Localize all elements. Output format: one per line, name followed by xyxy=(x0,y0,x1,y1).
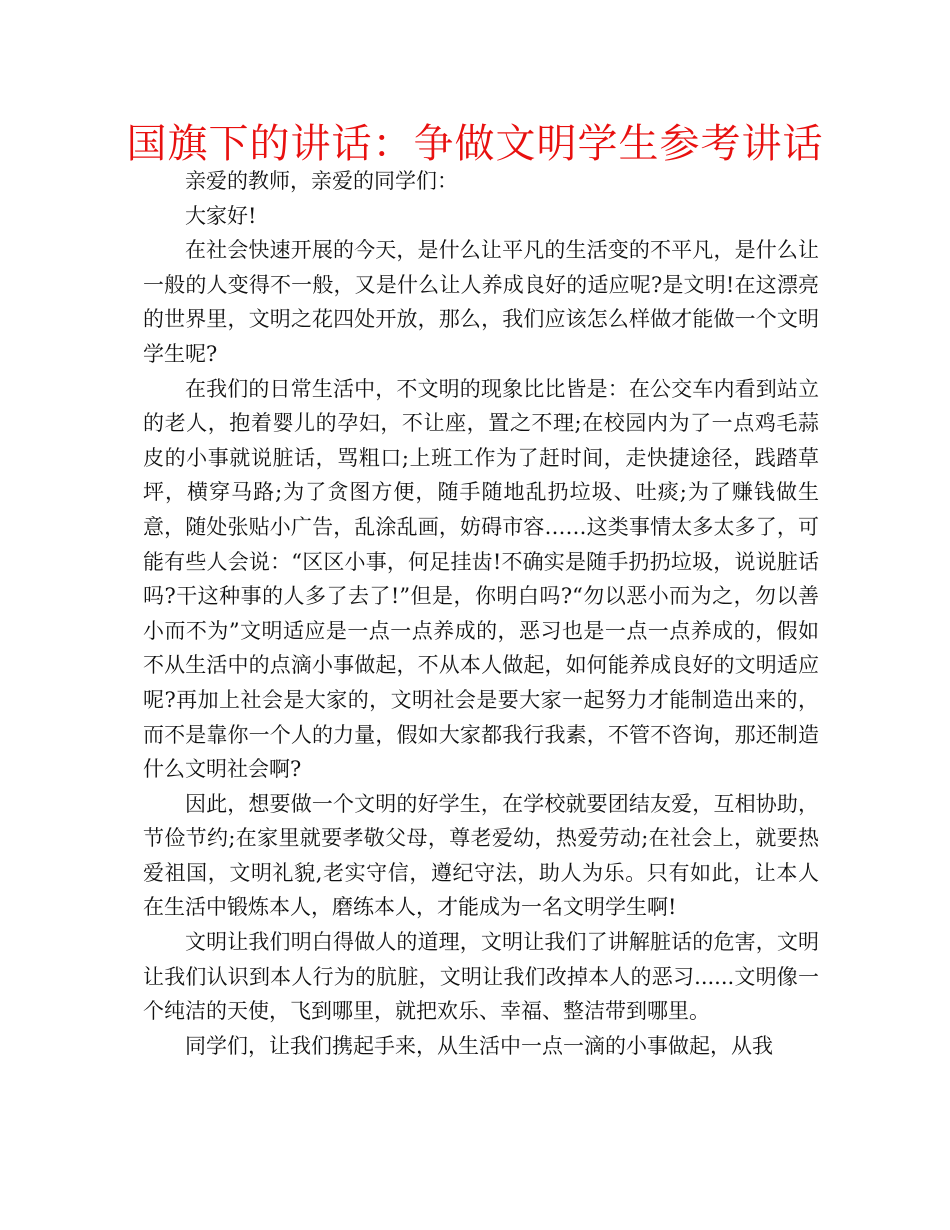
document-body xyxy=(143,164,819,1063)
document-title: 国旗下的讲话：争做文明学生参考讲话 xyxy=(126,121,824,167)
paragraph: 在我们的日常生活中，不文明的现象比比皆是：在公交车内看到站立的老人，抱着婴儿的孕妇，不让座，置之不理;在校园内为了一点鸡毛蒜皮的小事就说脏话，骂粗口;上班工作为了赶时间，走快捷途径，践踏草坪，横穿马路;为了贪图方便，随手随地乱扔垃圾、吐痰;为了赚钱做生意，随处张贴小广告，乱涂乱画，妨碍市容……这类事情太多太多了，可能有些人会说：“区区小事，何足挂齿!不确实是随手扔扔垃圾，说说脏话吗?干这种事的人多了去了!”但是，你明白吗?“勿以恶小而为之，勿以善小而不为”文明适应是一点一点养成的，恶习也是一点一点养成的，假如不从生活中的点滴小事做起，不从本人做起，如何能养成良好的文明适应呢?再加上社会是大家的，文明社会是要大家一起努力才能制造出来的，而不是靠你一个人的力量，假如大家都我行我素，不管不咨询，那还制造什么文明社会啊? xyxy=(143,376,819,782)
paragraph: 在社会快速开展的今天，是什么让平凡的生活变的不平凡，是什么让一般的人变得不一般，又是什么让人养成良好的适应呢?是文明!在这漂亮的世界里，文明之花四处开放，那么，我们应该怎么样做才能做一个文明学生呢? xyxy=(143,238,819,366)
salutation: 亲爱的教师，亲爱的同学们： xyxy=(185,169,458,193)
paragraph: 同学们，让我们携起手来，从生活中一点一滴的小事做起，从我 xyxy=(185,1033,773,1058)
paragraph: 因此，想要做一个文明的好学生，在学校就要团结友爱，互相协助，节俭节约;在家里就要孝敬父母，尊老爱幼，热爱劳动;在社会上，就要热爱祖国，文明礼貌,老实守信，遵纪守法，助人为乐。只有如此，让本人在生活中锻炼本人，磨练本人，才能成为一名文明学生啊! xyxy=(143,791,819,920)
greeting: 大家好! xyxy=(185,203,257,228)
paragraph: 文明让我们明白得做人的道理，文明让我们了讲解脏话的危害，文明让我们认识到本人行为的肮脏，文明让我们改掉本人的恶习......文明像一个纯洁的天使，飞到哪里，就把欢乐、幸福、整洁带到哪里。 xyxy=(143,930,819,1024)
